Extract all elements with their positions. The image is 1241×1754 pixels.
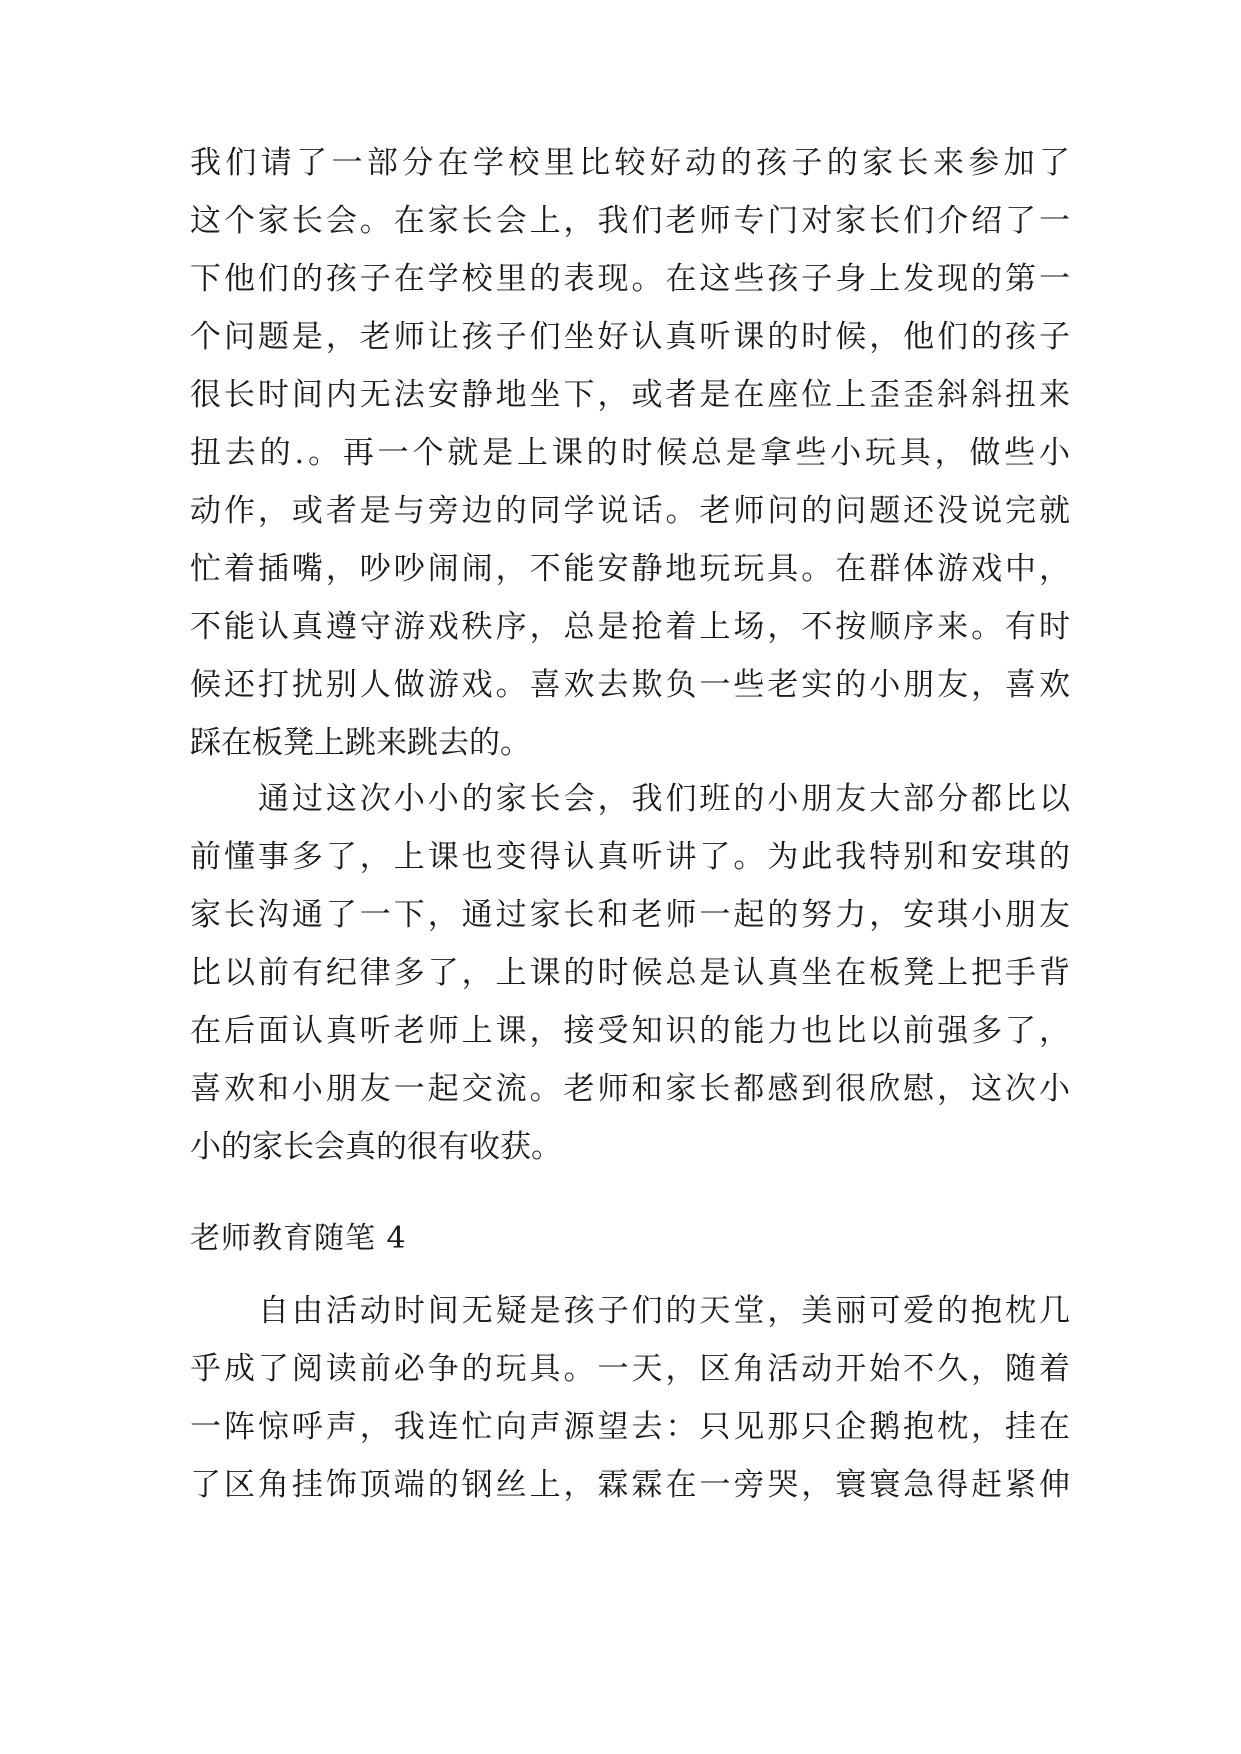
text-line: 乎成了阅读前必争的玩具。一天，区角活动开始不久，随着 (190, 1351, 1070, 1387)
text-line: 比以前有纪律多了，上课的时候总是认真坐在板凳上把手背 (190, 955, 1070, 991)
text-line: 前懂事多了，上课也变得认真听讲了。为此我特别和安琪的 (190, 839, 1070, 875)
text-line: 这个家长会。在家长会上，我们老师专门对家长们介绍了一 (190, 203, 1070, 239)
text-line: 我们请了一部分在学校里比较好动的孩子的家长来参加了 (190, 145, 1070, 181)
text-line: 自由活动时间无疑是孩子们的天堂，美丽可爱的抱枕几 (258, 1293, 1070, 1329)
section-title: 老师教育随笔 4 (190, 1221, 407, 1256)
text-line: 家长沟通了一下，通过家长和老师一起的努力，安琪小朋友 (190, 897, 1070, 933)
text-line: 很长时间内无法安静地坐下，或者是在座位上歪歪斜斜扭来 (190, 377, 1070, 413)
text-line: 个问题是，老师让孩子们坐好认真听课的时候，他们的孩子 (190, 319, 1070, 355)
text-line: 一阵惊呼声，我连忙向声源望去：只见那只企鹅抱枕，挂在 (190, 1409, 1070, 1445)
text-line: 扭去的.。再一个就是上课的时候总是拿些小玩具，做些小 (190, 435, 1070, 471)
text-line: 在后面认真听老师上课，接受知识的能力也比以前强多了， (190, 1013, 1070, 1049)
text-line: 候还打扰别人做游戏。喜欢去欺负一些老实的小朋友，喜欢 (190, 667, 1070, 703)
text-line: 通过这次小小的家长会，我们班的小朋友大部分都比以 (258, 781, 1070, 817)
text-line: 不能认真遵守游戏秩序，总是抢着上场，不按顺序来。有时 (190, 609, 1070, 645)
text-line: 小的家长会真的很有收获。 (190, 1129, 562, 1165)
text-line: 忙着插嘴，吵吵闹闹，不能安静地玩玩具。在群体游戏中， (190, 551, 1070, 587)
text-line: 喜欢和小朋友一起交流。老师和家长都感到很欣慰，这次小 (190, 1071, 1070, 1107)
text-line: 踩在板凳上跳来跳去的。 (190, 725, 531, 761)
text-line: 了区角挂饰顶端的钢丝上，霖霖在一旁哭，寰寰急得赶紧伸 (190, 1467, 1070, 1503)
text-line: 下他们的孩子在学校里的表现。在这些孩子身上发现的第一 (190, 261, 1070, 297)
text-line: 动作，或者是与旁边的同学说话。老师问的问题还没说完就 (190, 493, 1070, 529)
